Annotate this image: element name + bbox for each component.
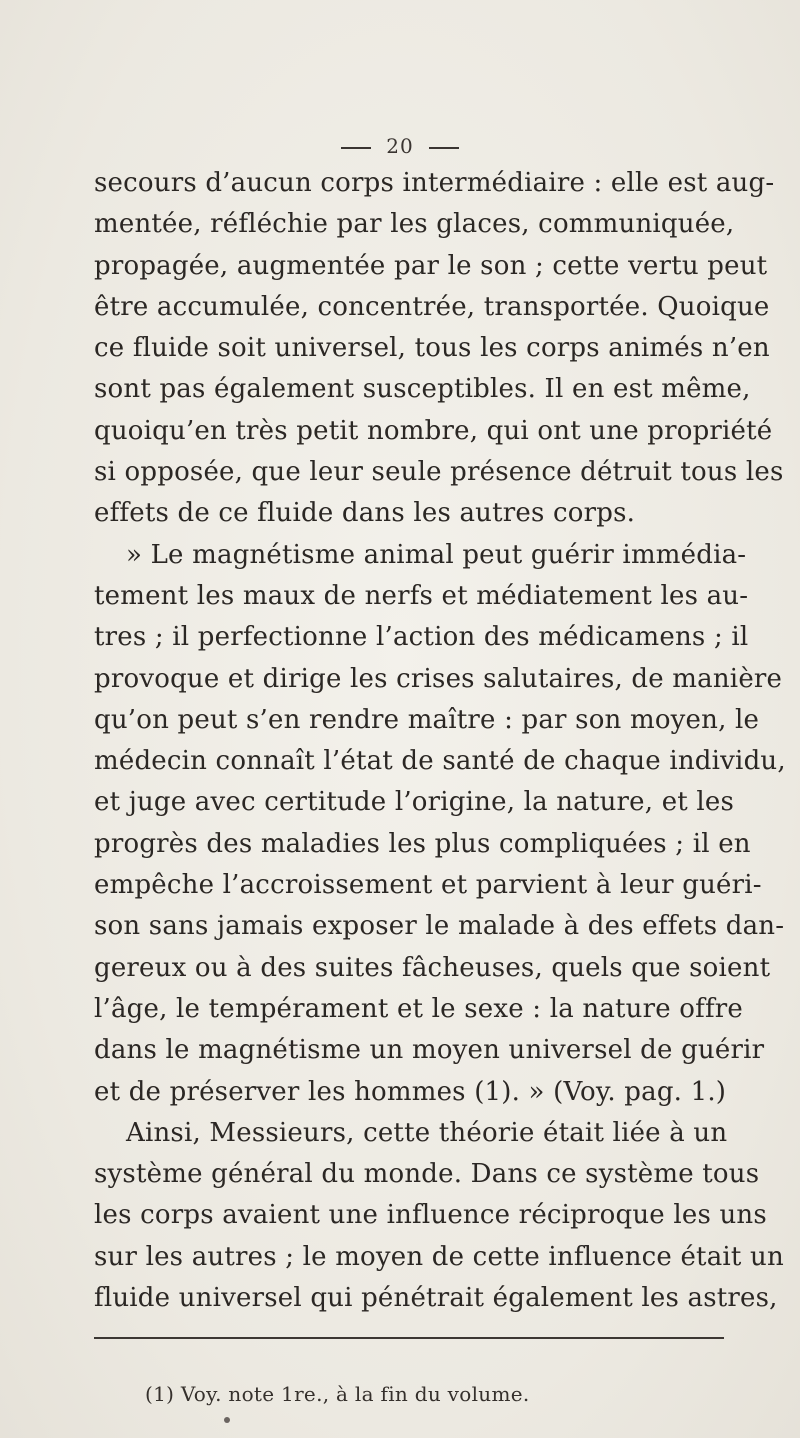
text-line: tement les maux de nerfs et médiatement les au- (94, 580, 749, 611)
text-line: Ainsi, Messieurs, cette théorie était liée à un (126, 1117, 728, 1148)
page-number (0, 134, 800, 158)
text-line: provoque et dirige les crises salutaires, de manière (94, 663, 783, 694)
footnote-rule (94, 1337, 724, 1339)
ink-speck (224, 1417, 230, 1423)
page-number-dash-right (429, 147, 459, 149)
text-line: l’âge, le tempérament et le sexe : la nature offre (94, 993, 744, 1024)
body-text (94, 163, 786, 1319)
text-line: empêche l’accroissement et parvient à leur guéri- (94, 870, 762, 901)
text-line: propagée, augmentée par le son ; cette vertu peut (94, 250, 768, 281)
footnote: (1) Voy. note 1re., à la fin du volume. (145, 1382, 530, 1406)
text-line: sur les autres ; le moyen de cette influence était un (94, 1241, 784, 1272)
text-line: tres ; il perfectionne l’action des médicamens ; il (94, 622, 749, 653)
text-line: système général du monde. Dans ce système tous (94, 1159, 760, 1190)
text-line: les corps avaient une influence réciproque les uns (94, 1200, 767, 1231)
text-line: son sans jamais exposer le malade à des effets dan- (94, 911, 785, 942)
page-number-text: 20 (386, 134, 414, 158)
text-line: et de préserver les hommes (1). » (Voy. pag. 1.) (94, 1076, 727, 1107)
text-line: fluide universel qui pénétrait également les astres, (94, 1283, 778, 1314)
text-line: progrès des maladies les plus compliquées ; il en (94, 828, 751, 859)
page-number-dash-left (341, 147, 371, 149)
text-line: dans le magnétisme un moyen universel de guérir (94, 1035, 765, 1066)
text-line: secours d’aucun corps intermédiaire : elle est aug- (94, 168, 775, 198)
text-line: si opposée, que leur seule présence détruit tous les (94, 457, 784, 488)
text-line: sont pas également susceptibles. Il en est même, (94, 374, 751, 405)
text-line: médecin connaît l’état de santé de chaque individu, (94, 746, 786, 777)
text-line: mentée, réfléchie par les glaces, communiquée, (94, 209, 735, 240)
text-line: ce fluide soit universel, tous les corps animés n’en (94, 333, 770, 364)
text-line: et juge avec certitude l’origine, la nature, et les (94, 787, 735, 818)
text-line: effets de ce fluide dans les autres corps. (94, 498, 636, 529)
text-line: être accumulée, concentrée, transportée. Quoique (94, 291, 770, 322)
text-line: qu’on peut s’en rendre maître : par son moyen, le (94, 704, 760, 735)
text-line: gereux ou à des suites fâcheuses, quels que soient (94, 952, 771, 983)
text-line: quoiqu’en très petit nombre, qui ont une propriété (94, 415, 773, 446)
text-line: » Le magnétisme animal peut guérir immédia- (126, 539, 747, 570)
